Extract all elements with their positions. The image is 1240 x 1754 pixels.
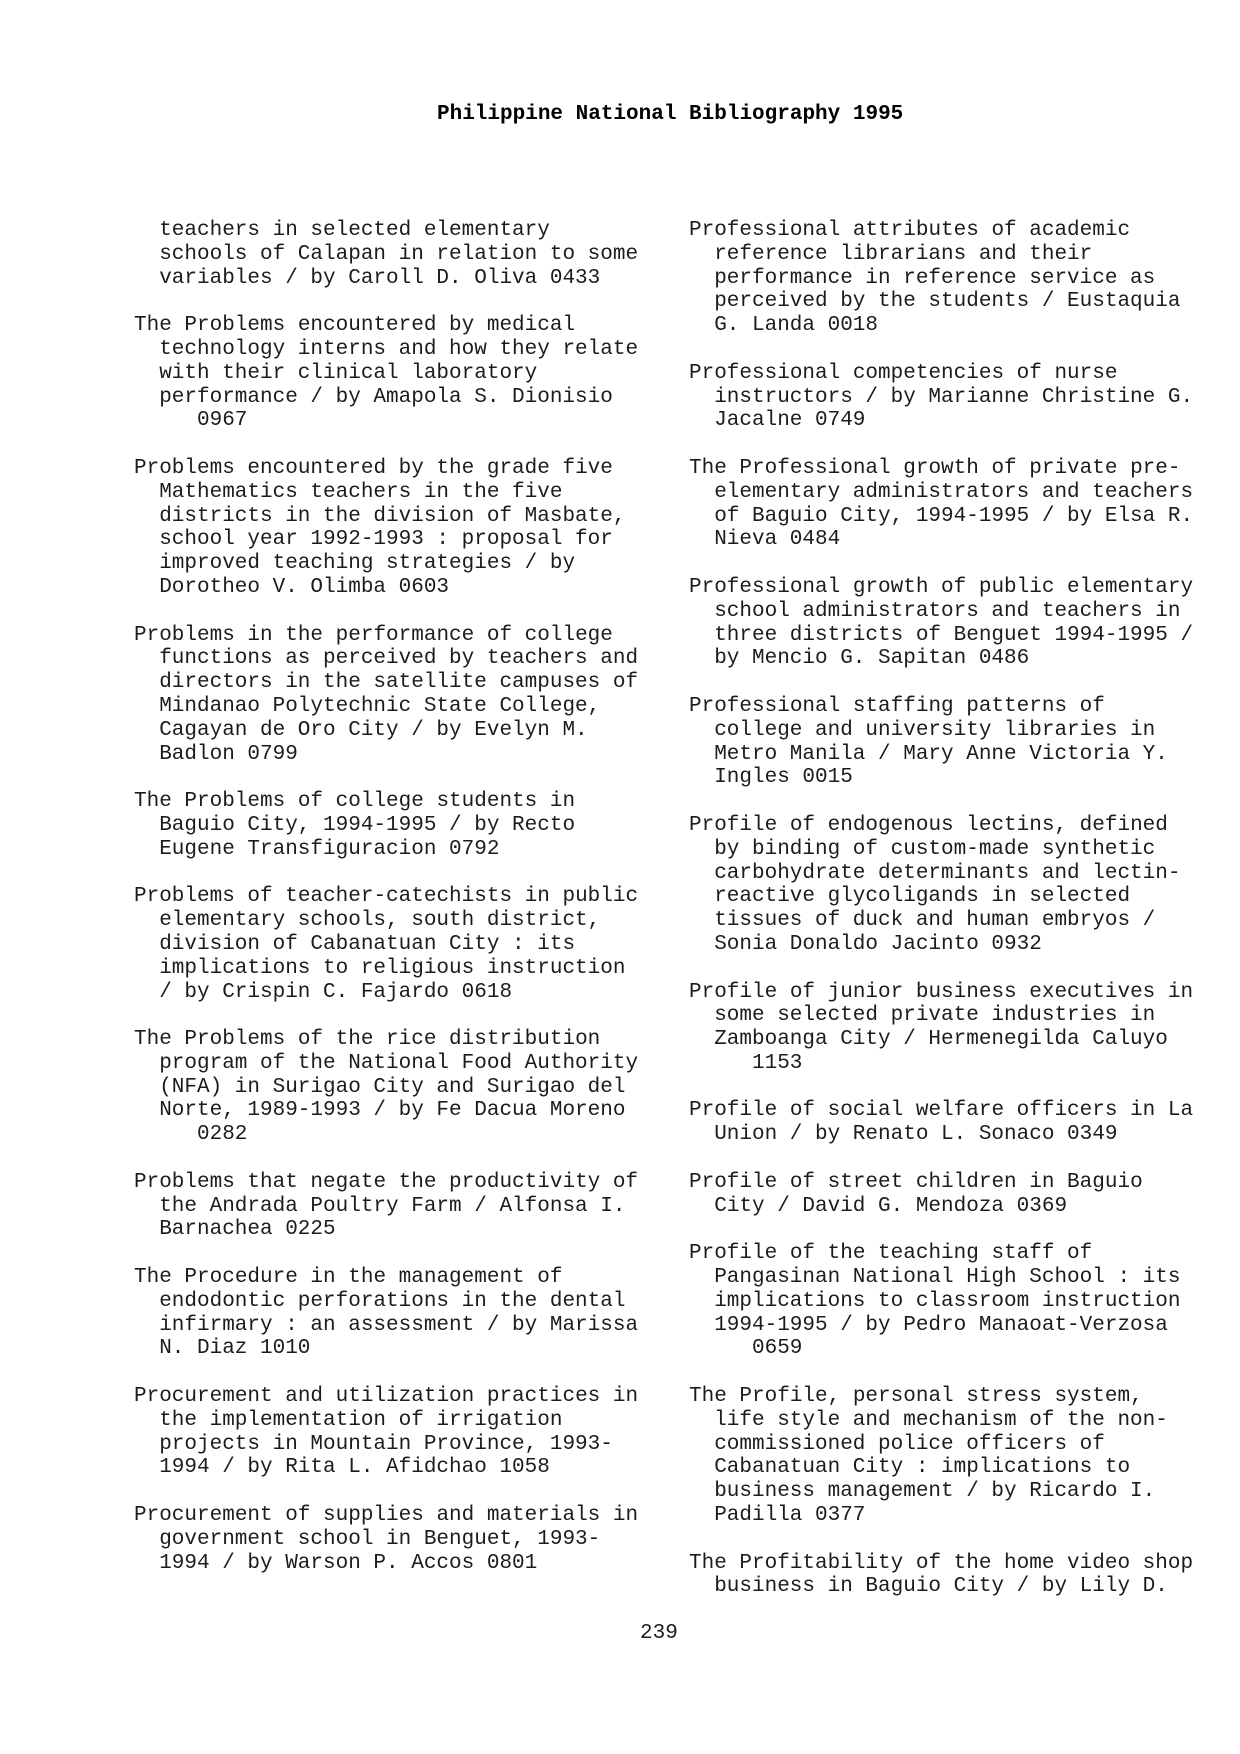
bibliography-entry	[134, 314, 654, 433]
entry-line: Professional attributes of academic	[689, 219, 1131, 242]
entry-line: Problems encountered by the grade five	[134, 456, 613, 480]
entry-line: Profile of endogenous lectins, defined	[689, 813, 1168, 837]
entry-line: implications to classroom instruction	[714, 1289, 1181, 1313]
entry-line: the Andrada Poultry Farm / Alfonsa I.	[159, 1194, 626, 1218]
entry-line: Mathematics teachers in the five	[159, 480, 563, 504]
bibliography-entry	[689, 457, 1209, 552]
entry-line: projects in Mountain Province, 1993-	[159, 1432, 613, 1456]
entry-line: Professional growth of public elementary	[689, 575, 1194, 599]
entry-line: Badlon 0799	[159, 742, 298, 766]
entry-line: tissues of duck and human embryos /	[714, 909, 1156, 933]
entry-line: with their clinical laboratory	[159, 361, 538, 385]
entry-line: commissioned police officers of	[714, 1432, 1105, 1456]
entry-line: business management / by Ricardo I.	[714, 1480, 1156, 1504]
entry-line: / by Crispin C. Fajardo 0618	[159, 980, 513, 1004]
entry-line: The Problems of college students in	[134, 790, 576, 814]
bibliography-entry	[134, 1028, 654, 1147]
entry-line: teachers in selected elementary	[159, 219, 550, 242]
page-number: 239	[640, 1622, 678, 1645]
bibliography-entry	[134, 1385, 654, 1480]
entry-line: 1153	[752, 1051, 803, 1075]
entry-line: Procurement and utilization practices in	[134, 1385, 639, 1409]
entry-line: program of the National Food Authority	[159, 1051, 639, 1075]
entry-line: school administrators and teachers in	[714, 599, 1181, 623]
entry-line: infirmary : an assessment / by Marissa	[159, 1313, 639, 1337]
entry-line: carbohydrate determinants and lectin-	[714, 861, 1181, 885]
entry-line: by Mencio G. Sapitan 0486	[714, 647, 1030, 671]
bibliography-entry	[689, 1385, 1209, 1528]
entry-line: the implementation of irrigation	[159, 1408, 563, 1432]
entry-line: Profile of street children in Baguio	[689, 1170, 1143, 1194]
entry-line: Norte, 1989-1993 / by Fe Dacua Moreno	[159, 1099, 626, 1123]
entry-line: Procurement of supplies and materials in	[134, 1504, 639, 1528]
entry-line: variables / by Caroll D. Oliva 0433	[159, 266, 601, 290]
entry-line: G. Landa 0018	[714, 314, 879, 338]
entry-line: Profile of junior business executives in	[689, 980, 1194, 1004]
bibliography-entry	[689, 219, 1209, 338]
bibliography-entry	[134, 1266, 654, 1361]
entry-line: Union / by Renato L. Sonaco 0349	[714, 1123, 1118, 1147]
entry-line: 0967	[197, 409, 248, 433]
entry-line: Pangasinan National High School : its	[714, 1266, 1181, 1290]
bibliography-entry	[689, 576, 1209, 671]
entry-line: school year 1992-1993 : proposal for	[159, 528, 613, 552]
entry-line: The Problems of the rice distribution	[134, 1028, 601, 1052]
entry-line: reference librarians and their	[714, 242, 1093, 266]
entry-line: 1994-1995 / by Pedro Manaoat-Verzosa	[714, 1313, 1168, 1337]
entry-line: government school in Benguet, 1993-	[159, 1527, 601, 1551]
bibliography-entry	[134, 790, 654, 861]
bibliography-entry	[134, 1171, 654, 1242]
entry-line: some selected private industries in	[714, 1004, 1156, 1028]
entry-line: implications to religious instruction	[159, 956, 626, 980]
entry-line: Profile of social welfare officers in La	[689, 1099, 1194, 1123]
entry-line: Ingles 0015	[714, 766, 853, 790]
entry-line: performance in reference service as	[714, 266, 1156, 290]
entry-line: of Baguio City, 1994-1995 / by Elsa R.	[714, 504, 1194, 528]
entry-line: Metro Manila / Mary Anne Victoria Y.	[714, 742, 1168, 766]
entry-line: districts in the division of Masbate,	[159, 504, 626, 528]
entry-line: The Profile, personal stress system,	[689, 1385, 1143, 1409]
entry-line: Cabanatuan City : implications to	[714, 1456, 1131, 1480]
page-title: Philippine National Bibliography 1995	[437, 103, 904, 126]
bibliography-entry	[134, 457, 654, 600]
bibliography-entry-continued	[134, 219, 654, 290]
entry-line: The Procedure in the management of	[134, 1266, 563, 1290]
entry-line: Professional competencies of nurse	[689, 361, 1118, 385]
entry-line: Problems that negate the productivity of	[134, 1170, 639, 1194]
entry-line: performance / by Amapola S. Dionisio	[159, 385, 613, 409]
entry-line: The Professional growth of private pre-	[689, 456, 1181, 480]
entry-line: The Profitability of the home video shop	[689, 1551, 1194, 1575]
bibliography-entry	[689, 1242, 1209, 1361]
entry-line: 0282	[197, 1123, 248, 1147]
entry-line: improved teaching strategies / by	[159, 552, 576, 576]
bibliography-entry-continues	[689, 1552, 1209, 1600]
entry-line: 1994 / by Rita L. Afidchao 1058	[159, 1456, 550, 1480]
entry-line: schools of Calapan in relation to some	[159, 242, 639, 266]
entry-line: Baguio City, 1994-1995 / by Recto	[159, 813, 576, 837]
entry-line: elementary administrators and teachers	[714, 480, 1194, 504]
entry-line: directors in the satellite campuses of	[159, 671, 639, 695]
entry-line: by binding of custom-made synthetic	[714, 837, 1156, 861]
bibliography-entry	[134, 1504, 654, 1575]
entry-line: life style and mechanism of the non-	[714, 1408, 1168, 1432]
entry-line: instructors / by Marianne Christine G.	[714, 385, 1194, 409]
entry-line: elementary schools, south district,	[159, 909, 601, 933]
entry-line: endodontic perforations in the dental	[159, 1289, 626, 1313]
entry-line: Problems in the performance of college	[134, 623, 613, 647]
entry-line: City / David G. Mendoza 0369	[714, 1194, 1068, 1218]
bibliography-entry	[134, 624, 654, 767]
entry-line: 1994 / by Warson P. Accos 0801	[159, 1551, 538, 1575]
entry-line: Barnachea 0225	[159, 1218, 336, 1242]
entry-line: The Problems encountered by medical	[134, 314, 576, 338]
entry-line: functions as perceived by teachers and	[159, 647, 639, 671]
entry-line: technology interns and how they relate	[159, 337, 639, 361]
bibliography-entry	[689, 362, 1209, 433]
entry-line: Padilla 0377	[714, 1504, 866, 1528]
entry-line: Zamboanga City / Hermenegilda Caluyo	[714, 1028, 1168, 1052]
entry-line: Dorotheo V. Olimba 0603	[159, 575, 450, 599]
entry-line: Problems of teacher-catechists in public	[134, 885, 639, 909]
bibliography-entry	[689, 981, 1209, 1076]
entry-line: college and university libraries in	[714, 718, 1156, 742]
entry-line: perceived by the students / Eustaquia	[714, 290, 1181, 314]
entry-line: Eugene Transfiguracion 0792	[159, 837, 500, 861]
left-column	[134, 219, 654, 1575]
entry-line: reactive glycoligands in selected	[714, 885, 1131, 909]
entry-line: division of Cabanatuan City : its	[159, 932, 576, 956]
entry-line: Mindanao Polytechnic State College,	[159, 694, 601, 718]
right-column	[689, 219, 1209, 1599]
entry-line: N. Diaz 1010	[159, 1337, 311, 1361]
entry-line: three districts of Benguet 1994-1995 /	[714, 623, 1194, 647]
entry-line: 0659	[752, 1337, 803, 1361]
entry-line: Cagayan de Oro City / by Evelyn M.	[159, 718, 588, 742]
entry-line: Nieva 0484	[714, 528, 841, 552]
entry-line: Jacalne 0749	[714, 409, 866, 433]
entry-line: Profile of the teaching staff of	[689, 1242, 1093, 1266]
bibliography-entry	[689, 1099, 1209, 1147]
bibliography-entry	[134, 885, 654, 1004]
entry-line: Professional staffing patterns of	[689, 694, 1105, 718]
bibliography-entry	[689, 814, 1209, 957]
bibliography-entry	[689, 1171, 1209, 1219]
entry-line: (NFA) in Surigao City and Surigao del	[159, 1075, 626, 1099]
entry-line: Sonia Donaldo Jacinto 0932	[714, 932, 1042, 956]
bibliography-entry	[689, 695, 1209, 790]
entry-line: business in Baguio City / by Lily D.	[714, 1575, 1168, 1599]
